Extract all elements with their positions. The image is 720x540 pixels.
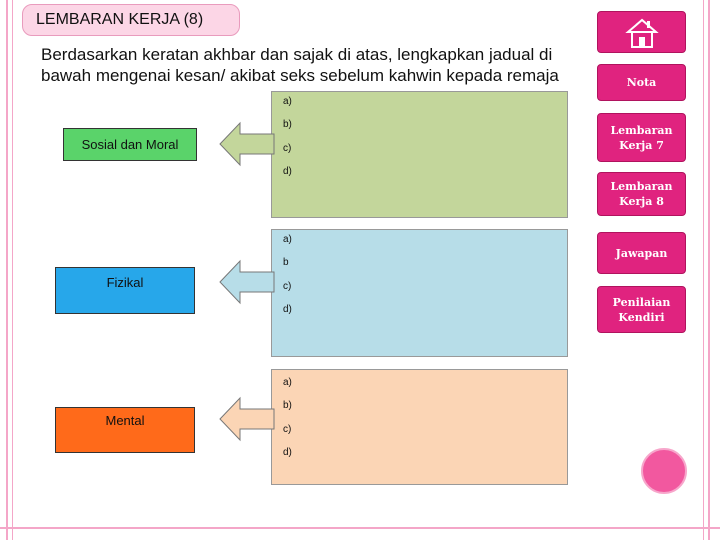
frame-line-left-inner [12,0,13,540]
answer-label-a: a) [283,377,292,388]
arrow-left-icon [218,396,276,442]
answer-label-b: b) [283,119,292,130]
category-fizikal: Fizikal [55,267,195,314]
answer-label-d: d) [283,447,292,458]
jawapan-button[interactable]: Jawapan [597,232,686,274]
penilaian-kendiri-button[interactable]: Penilaian Kendiri [597,286,686,333]
answer-label-a: a) [283,96,292,107]
frame-line-bottom [0,527,720,529]
category-social-moral: Sosial dan Moral [63,128,197,161]
lembaran-kerja-8-button[interactable]: Lembaran Kerja 8 [597,172,686,216]
answer-label-d: d) [283,166,292,177]
frame-line-left-outer [6,0,8,540]
answer-label-a: a) [283,234,292,245]
answer-panel-social[interactable] [271,91,568,218]
arrow-left-icon [218,121,276,167]
answer-label-c: c) [283,281,292,292]
frame-line-right-outer [708,0,710,540]
page-title: LEMBARAN KERJA (8) [36,11,204,28]
answer-label-d: d) [283,304,292,315]
lembaran-kerja-7-button[interactable]: Lembaran Kerja 7 [597,113,686,162]
answer-label-b: b [283,257,289,268]
frame-line-right-inner [703,0,704,540]
nota-button[interactable]: Nota [597,64,686,101]
answer-panel-fizikal[interactable] [271,229,568,357]
answer-label-c: c) [283,424,292,435]
category-mental: Mental [55,407,195,453]
answer-label-b: b) [283,400,292,411]
instruction-text: Berdasarkan keratan akhbar dan sajak di atas, lengkapkan jadual di bawah mengenai kesan/ akibat seks sebelum kahwin kepada remaja [41,45,559,85]
answer-panel-mental[interactable] [271,369,568,485]
home-icon [625,17,659,49]
answer-label-c: c) [283,143,292,154]
arrow-left-icon [218,259,276,305]
home-button[interactable] [597,11,686,53]
decorative-circle [641,448,687,494]
